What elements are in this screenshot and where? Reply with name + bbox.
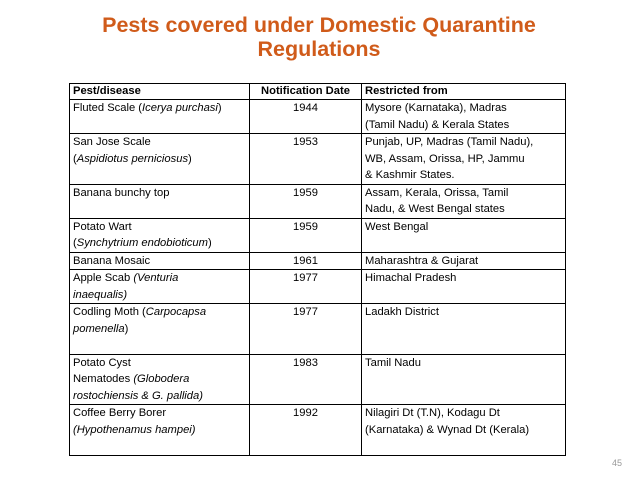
pest-line	[73, 321, 246, 338]
slide-title-line-2: Regulations	[257, 37, 381, 61]
pest-line	[73, 438, 246, 455]
notification-date-cell: 1977	[250, 304, 362, 355]
pest-line	[73, 355, 246, 372]
quarantine-pests-table	[69, 83, 566, 456]
scientific-name-text: Aspidiotus perniciosus	[76, 152, 189, 165]
pest-text: Fluted Scale (	[73, 102, 143, 114]
scientific-name-text: rostochiensis & G. pallida)	[73, 389, 203, 402]
restricted-from-cell	[362, 218, 566, 252]
header-restricted-from: Restricted from	[362, 84, 566, 100]
pest-line	[73, 304, 246, 321]
pest-text: Nematodes	[73, 373, 134, 385]
pest-text: Codling Moth (	[73, 306, 146, 318]
pest-text: )	[124, 322, 129, 335]
pest-cell	[70, 252, 250, 270]
table-row	[70, 270, 566, 304]
table-row	[70, 304, 566, 355]
restricted-line: (Karnataka) & Wynad Dt (Kerala)	[365, 423, 530, 436]
pest-text: (	[73, 237, 77, 249]
scientific-name-text: (Globodera	[133, 373, 190, 385]
pest-cell	[70, 270, 250, 304]
pest-cell	[70, 304, 250, 355]
pest-line	[73, 219, 246, 236]
restricted-line: Nadu, & West Bengal states	[365, 203, 505, 215]
restricted-from-cell	[362, 252, 566, 270]
pest-text: )	[207, 237, 212, 249]
header-notification-date: Notification Date	[250, 84, 362, 100]
restricted-line: Mysore (Karnataka), Madras	[365, 102, 507, 114]
restricted-line: (Tamil Nadu) & Kerala States	[365, 118, 510, 131]
notification-date-cell: 1992	[250, 405, 362, 456]
pest-cell	[70, 100, 250, 134]
pest-text: )	[217, 102, 222, 114]
restricted-from-cell	[362, 270, 566, 304]
scientific-name-text: (Hypothenamus hampei)	[73, 423, 196, 436]
restricted-line: Punjab, UP, Madras (Tamil Nadu),	[365, 136, 534, 148]
pest-line	[73, 100, 246, 117]
scientific-name-text: inaequalis)	[73, 288, 128, 301]
pest-line	[73, 253, 246, 270]
restricted-line: West Bengal	[365, 220, 429, 233]
notification-date-cell: 1959	[250, 218, 362, 252]
table-row	[70, 184, 566, 218]
pest-line	[73, 388, 246, 405]
pest-line	[73, 270, 246, 287]
pest-text: San Jose Scale	[73, 136, 151, 148]
notification-date-cell: 1959	[250, 184, 362, 218]
scientific-name-text: pomenella	[73, 322, 125, 335]
scientific-name-text: (Venturia	[133, 272, 179, 284]
pest-line	[73, 337, 246, 354]
table-body	[70, 100, 566, 456]
restricted-line: Assam, Kerala, Orissa, Tamil	[365, 186, 509, 199]
restricted-line: WB, Assam, Orissa, HP, Jammu	[365, 152, 525, 165]
pest-cell	[70, 218, 250, 252]
restricted-line: Himachal Pradesh	[365, 272, 457, 284]
restricted-from-cell	[362, 354, 566, 405]
restricted-from-cell	[362, 405, 566, 456]
restricted-line: Nilagiri Dt (T.N), Kodagu Dt	[365, 407, 500, 419]
table-row	[70, 354, 566, 405]
pest-line	[73, 151, 246, 168]
table-row	[70, 252, 566, 270]
scientific-name-text: Icerya purchasi	[142, 102, 218, 114]
pest-text: Potato Wart	[73, 220, 132, 233]
scientific-name-text: Carpocapsa	[145, 306, 207, 318]
restricted-from-cell	[362, 100, 566, 134]
pest-line	[73, 134, 246, 151]
restricted-line: & Kashmir States.	[365, 169, 455, 181]
scientific-name-text: Synchytrium endobioticum	[76, 237, 208, 249]
pest-line	[73, 371, 246, 388]
pest-cell	[70, 134, 250, 185]
table-row	[70, 218, 566, 252]
restricted-from-cell	[362, 134, 566, 185]
pest-cell	[70, 405, 250, 456]
header-pest-disease: Pest/disease	[70, 84, 250, 100]
restricted-from-cell	[362, 184, 566, 218]
pest-text: )	[188, 152, 192, 165]
pest-line	[73, 422, 246, 439]
notification-date-cell: 1953	[250, 134, 362, 185]
pest-text: Banana bunchy top	[73, 186, 170, 199]
restricted-line: Tamil Nadu	[365, 356, 421, 369]
restricted-line: Maharashtra & Gujarat	[365, 254, 479, 267]
pest-line	[73, 405, 246, 422]
page-number: 45	[611, 458, 622, 468]
table-row	[70, 100, 566, 134]
table-row	[70, 134, 566, 185]
pest-line	[73, 185, 246, 202]
table-row	[70, 405, 566, 456]
restricted-line: Ladakh District	[365, 306, 439, 318]
pest-text: Coffee Berry Borer	[73, 407, 167, 419]
slide-title	[0, 13, 638, 61]
pest-text: Banana Mosaic	[73, 254, 151, 267]
notification-date-cell: 1983	[250, 354, 362, 405]
pest-text: (	[73, 152, 77, 165]
notification-date-cell: 1944	[250, 100, 362, 134]
pest-cell	[70, 354, 250, 405]
pest-text: Potato Cyst	[73, 356, 131, 369]
pest-text: Apple Scab	[73, 272, 134, 284]
pest-line	[73, 287, 246, 304]
slide-title-line-1: Pests covered under Domestic Quarantine	[102, 13, 536, 37]
restricted-from-cell	[362, 304, 566, 355]
pest-line	[73, 235, 246, 252]
pest-cell	[70, 184, 250, 218]
notification-date-cell: 1961	[250, 252, 362, 270]
table-header-row	[70, 84, 566, 100]
notification-date-cell: 1977	[250, 270, 362, 304]
